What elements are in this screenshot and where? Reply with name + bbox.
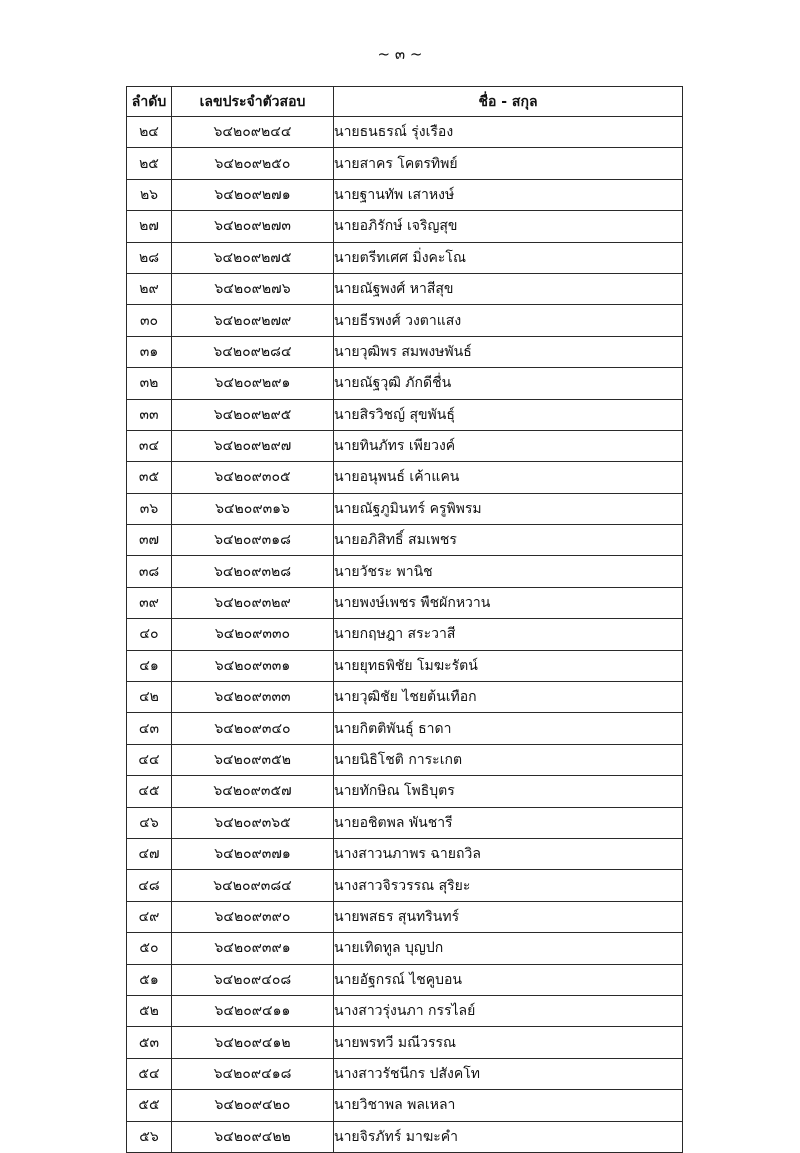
name-cell: นายวิชาพล พลเหลา: [334, 1090, 683, 1121]
header-row: [127, 87, 683, 117]
name-cell: นายตรีทเศศ มิ่งคะโณ: [334, 242, 683, 273]
exam-id-cell: ๖๔๒๐๙๒๗๕: [172, 242, 334, 273]
order-cell: ๔๗: [127, 838, 172, 869]
name-cell: นายพสธร สุนทรินทร์: [334, 901, 683, 932]
order-cell: ๓๘: [127, 556, 172, 587]
table-row: [127, 1027, 683, 1058]
order-cell: ๓๔: [127, 430, 172, 461]
exam-id-cell: ๖๔๒๐๙๒๗๓: [172, 211, 334, 242]
order-cell: ๒๕: [127, 148, 172, 179]
exam-id-cell: ๖๔๒๐๙๓๖๕: [172, 807, 334, 838]
exam-id-cell: ๖๔๒๐๙๓๐๕: [172, 462, 334, 493]
exam-id-cell: ๖๔๒๐๙๓๘๔: [172, 870, 334, 901]
order-cell: ๔๒: [127, 682, 172, 713]
header-exam-id: เลขประจำตัวสอบ: [172, 87, 334, 117]
table-row: [127, 995, 683, 1026]
name-cell: นายอชิตพล พันชารี: [334, 807, 683, 838]
order-cell: ๕๐: [127, 933, 172, 964]
order-cell: ๓๗: [127, 525, 172, 556]
name-cell: นายธนธรณ์ รุ่งเรือง: [334, 117, 683, 148]
table-body: [127, 117, 683, 1153]
table-row: [127, 964, 683, 995]
exam-id-cell: ๖๔๒๐๙๓๕๗: [172, 776, 334, 807]
table-row: [127, 619, 683, 650]
table-row: [127, 525, 683, 556]
page-number: ~ ๓ ~: [377, 45, 423, 63]
exam-id-cell: ๖๔๒๐๙๒๗๑: [172, 179, 334, 210]
name-cell: นายยุทธพิชัย โมฆะรัตน์: [334, 650, 683, 681]
name-cell: นายวุฒิพร สมพงษพันธ์: [334, 336, 683, 367]
exam-id-cell: ๖๔๒๐๙๓๑๘: [172, 525, 334, 556]
exam-id-cell: ๖๔๒๐๙๓๓๓: [172, 682, 334, 713]
candidate-table: [126, 86, 683, 1153]
name-cell: นางสาวรุ่งนภา กรรไลย์: [334, 995, 683, 1026]
table-row: [127, 305, 683, 336]
order-cell: ๒๗: [127, 211, 172, 242]
table-row: [127, 776, 683, 807]
order-cell: ๔๕: [127, 776, 172, 807]
name-cell: นายณัฐภูมินทร์ ครูพิพรม: [334, 493, 683, 524]
exam-id-cell: ๖๔๒๐๙๒๙๕: [172, 399, 334, 430]
name-cell: นายทินภัทร เพียวงค์: [334, 430, 683, 461]
table-row: [127, 713, 683, 744]
name-cell: นายเทิดทูล บุญปก: [334, 933, 683, 964]
exam-id-cell: ๖๔๒๐๙๔๑๘: [172, 1058, 334, 1089]
name-cell: นายอภิรักษ์ เจริญสุข: [334, 211, 683, 242]
table-row: [127, 682, 683, 713]
exam-id-cell: ๖๔๒๐๙๓๔๐: [172, 713, 334, 744]
table-row: [127, 556, 683, 587]
name-cell: นายวัชระ พานิช: [334, 556, 683, 587]
order-cell: ๔๑: [127, 650, 172, 681]
order-cell: ๓๓: [127, 399, 172, 430]
table-row: [127, 117, 683, 148]
table-row: [127, 744, 683, 775]
order-cell: ๔๔: [127, 744, 172, 775]
order-cell: ๕๕: [127, 1090, 172, 1121]
table-row: [127, 273, 683, 304]
order-cell: ๔๓: [127, 713, 172, 744]
name-cell: นายอนุพนธ์ เค้าแคน: [334, 462, 683, 493]
exam-id-cell: ๖๔๒๐๙๒๗๖: [172, 273, 334, 304]
exam-id-cell: ๖๔๒๐๙๒๙๑: [172, 368, 334, 399]
table-row: [127, 1090, 683, 1121]
name-cell: นายพงษ์เพชร พืชผักหวาน: [334, 587, 683, 618]
exam-id-cell: ๖๔๒๐๙๒๗๙: [172, 305, 334, 336]
order-cell: ๒๖: [127, 179, 172, 210]
table-row: [127, 901, 683, 932]
table-row: [127, 368, 683, 399]
table-row: [127, 462, 683, 493]
exam-id-cell: ๖๔๒๐๙๓๒๘: [172, 556, 334, 587]
table-row: [127, 179, 683, 210]
name-cell: นายกฤษฎา สระวาสี: [334, 619, 683, 650]
exam-id-cell: ๖๔๒๐๙๔๒๐: [172, 1090, 334, 1121]
name-cell: นายสาคร โคตรทิพย์: [334, 148, 683, 179]
name-cell: นายฐานทัพ เสาหงษ์: [334, 179, 683, 210]
exam-id-cell: ๖๔๒๐๙๓๒๙: [172, 587, 334, 618]
name-cell: นายทักษิณ โพธิบุตร: [334, 776, 683, 807]
table-row: [127, 807, 683, 838]
table-row: [127, 933, 683, 964]
table-row: [127, 1121, 683, 1152]
header-order: ลำดับ: [127, 87, 172, 117]
name-cell: นายจิรภัทร์ มาฆะคำ: [334, 1121, 683, 1152]
order-cell: ๓๕: [127, 462, 172, 493]
table-row: [127, 399, 683, 430]
name-cell: นางสาวนภาพร ฉายถวิล: [334, 838, 683, 869]
order-cell: ๒๙: [127, 273, 172, 304]
order-cell: ๕๖: [127, 1121, 172, 1152]
header-name: ชื่อ - สกุล: [334, 87, 683, 117]
order-cell: ๕๒: [127, 995, 172, 1026]
exam-id-cell: ๖๔๒๐๙๒๙๗: [172, 430, 334, 461]
order-cell: ๕๔: [127, 1058, 172, 1089]
exam-id-cell: ๖๔๒๐๙๔๐๘: [172, 964, 334, 995]
name-cell: นายธีรพงศ์ วงตาแสง: [334, 305, 683, 336]
name-cell: นายกิตติพันธุ์ ธาดา: [334, 713, 683, 744]
exam-id-cell: ๖๔๒๐๙๓๙๑: [172, 933, 334, 964]
exam-id-cell: ๖๔๒๐๙๓๙๐: [172, 901, 334, 932]
table-row: [127, 430, 683, 461]
exam-id-cell: ๖๔๒๐๙๔๑๒: [172, 1027, 334, 1058]
table-row: [127, 587, 683, 618]
exam-id-cell: ๖๔๒๐๙๓๑๖: [172, 493, 334, 524]
order-cell: ๕๑: [127, 964, 172, 995]
table-row: [127, 211, 683, 242]
order-cell: ๓๙: [127, 587, 172, 618]
name-cell: นายสิรวิชญ์ สุขพันธุ์: [334, 399, 683, 430]
name-cell: นายวุฒิชัย ไชยต้นเทือก: [334, 682, 683, 713]
name-cell: นางสาวจิรวรรณ สุริยะ: [334, 870, 683, 901]
table-row: [127, 493, 683, 524]
table-row: [127, 148, 683, 179]
table-row: [127, 870, 683, 901]
order-cell: ๔๖: [127, 807, 172, 838]
order-cell: ๒๔: [127, 117, 172, 148]
name-cell: นายอัฐกรณ์ ไชคูบอน: [334, 964, 683, 995]
exam-id-cell: ๖๔๒๐๙๒๔๔: [172, 117, 334, 148]
order-cell: ๕๓: [127, 1027, 172, 1058]
exam-id-cell: ๖๔๒๐๙๔๑๑: [172, 995, 334, 1026]
exam-id-cell: ๖๔๒๐๙๔๒๒: [172, 1121, 334, 1152]
table-header: [127, 87, 683, 117]
table-row: [127, 838, 683, 869]
order-cell: ๓๐: [127, 305, 172, 336]
name-cell: นายพรทวี มณีวรรณ: [334, 1027, 683, 1058]
exam-id-cell: ๖๔๒๐๙๓๓๑: [172, 650, 334, 681]
order-cell: ๔๘: [127, 870, 172, 901]
order-cell: ๔๐: [127, 619, 172, 650]
exam-id-cell: ๖๔๒๐๙๓๓๐: [172, 619, 334, 650]
name-cell: นางสาวรัชนีกร ปสังคโท: [334, 1058, 683, 1089]
name-cell: นายณัฐพงศ์ หาสีสุข: [334, 273, 683, 304]
table-row: [127, 336, 683, 367]
order-cell: ๔๙: [127, 901, 172, 932]
exam-id-cell: ๖๔๒๐๙๓๗๑: [172, 838, 334, 869]
exam-id-cell: ๖๔๒๐๙๓๕๒: [172, 744, 334, 775]
order-cell: ๓๑: [127, 336, 172, 367]
exam-id-cell: ๖๔๒๐๙๒๕๐: [172, 148, 334, 179]
table-row: [127, 242, 683, 273]
table-row: [127, 650, 683, 681]
exam-id-cell: ๖๔๒๐๙๒๘๔: [172, 336, 334, 367]
name-cell: นายณัฐวุฒิ ภักดีชื่น: [334, 368, 683, 399]
order-cell: ๒๘: [127, 242, 172, 273]
order-cell: ๓๖: [127, 493, 172, 524]
table-row: [127, 1058, 683, 1089]
name-cell: นายอภิสิทธิ์ สมเพชร: [334, 525, 683, 556]
name-cell: นายนิธิโชติ การะเกต: [334, 744, 683, 775]
order-cell: ๓๒: [127, 368, 172, 399]
